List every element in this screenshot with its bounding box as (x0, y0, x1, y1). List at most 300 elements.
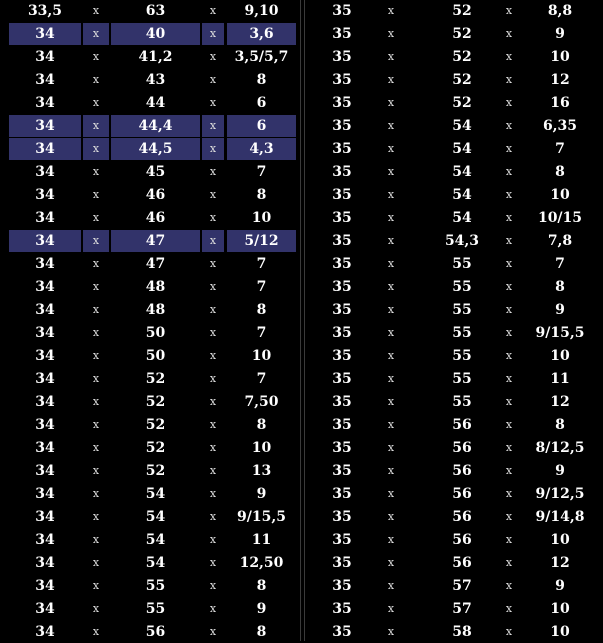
table-row (0, 230, 300, 252)
table-row (304, 207, 603, 229)
table-row (304, 368, 603, 390)
size-width: 10 (550, 49, 570, 65)
size-outer-diameter: 52 (452, 3, 472, 19)
size-width: 10/15 (537, 210, 583, 226)
size-inner-diameter: 35 (332, 440, 352, 456)
separator-x: x (92, 487, 100, 500)
size-inner-diameter: 34 (35, 164, 55, 180)
separator-x: x (387, 487, 395, 500)
table-row (0, 322, 300, 344)
size-inner-diameter: 34 (35, 371, 55, 387)
table-row (304, 46, 603, 68)
separator-x: x (209, 395, 217, 408)
separator-x: x (387, 349, 395, 362)
size-inner-diameter: 35 (332, 624, 352, 640)
size-width: 7 (256, 371, 267, 387)
separator-x: x (202, 23, 224, 45)
separator-x: x (505, 625, 513, 638)
separator-x: x (387, 4, 395, 17)
size-width: 3,6 (227, 23, 296, 45)
table-row (304, 299, 603, 321)
separator-x: x (387, 441, 395, 454)
size-width: 10 (550, 187, 570, 203)
separator-x: x (505, 234, 513, 247)
size-width: 13 (251, 463, 272, 479)
separator-x: x (505, 303, 513, 316)
size-inner-diameter: 34 (35, 95, 55, 111)
table-row (0, 299, 300, 321)
size-width: 5/12 (227, 230, 296, 252)
size-inner-diameter: 34 (9, 230, 81, 252)
table-row (304, 138, 603, 160)
separator-x: x (387, 464, 395, 477)
table-row (304, 0, 603, 22)
size-width: 7 (256, 256, 267, 272)
separator-x: x (92, 50, 100, 63)
size-width: 8,8 (547, 3, 573, 19)
table-row (0, 115, 300, 137)
separator-x: x (92, 188, 100, 201)
separator-x: x (83, 23, 109, 45)
size-width: 8 (256, 302, 267, 318)
table-row (0, 437, 300, 459)
separator-x: x (387, 602, 395, 615)
size-width: 7 (256, 164, 267, 180)
size-width: 6,35 (542, 118, 578, 134)
size-outer-diameter: 55 (145, 578, 166, 594)
size-outer-diameter: 44,5 (111, 138, 200, 160)
size-width: 10 (251, 348, 272, 364)
separator-x: x (505, 142, 513, 155)
table-row (0, 368, 300, 390)
size-outer-diameter: 43 (145, 72, 166, 88)
separator-x: x (387, 556, 395, 569)
separator-x: x (505, 165, 513, 178)
table-row (0, 391, 300, 413)
size-width: 8 (256, 417, 267, 433)
size-inner-diameter: 35 (332, 118, 352, 134)
separator-x: x (83, 230, 109, 252)
separator-x: x (202, 230, 224, 252)
size-inner-diameter: 34 (35, 72, 55, 88)
size-width: 7 (256, 325, 267, 341)
size-width: 10 (550, 624, 570, 640)
separator-x: x (92, 418, 100, 431)
separator-x: x (387, 533, 395, 546)
table-row (0, 483, 300, 505)
size-inner-diameter: 34 (35, 578, 55, 594)
separator-x: x (92, 280, 100, 293)
separator-x: x (209, 50, 217, 63)
table-row (304, 437, 603, 459)
table-row (304, 460, 603, 482)
size-inner-diameter: 33,5 (27, 3, 63, 19)
table-row (304, 483, 603, 505)
size-outer-diameter: 55 (452, 371, 472, 387)
size-inner-diameter: 35 (332, 325, 352, 341)
table-row (304, 253, 603, 275)
separator-x: x (209, 579, 217, 592)
separator-x: x (387, 96, 395, 109)
table-row (0, 598, 300, 620)
table-row (0, 575, 300, 597)
size-inner-diameter: 35 (332, 371, 352, 387)
size-outer-diameter: 46 (145, 210, 166, 226)
size-width: 16 (550, 95, 570, 111)
size-outer-diameter: 56 (452, 486, 472, 502)
size-outer-diameter: 56 (452, 532, 472, 548)
table-row (0, 253, 300, 275)
separator-x: x (83, 115, 109, 137)
size-width: 12,50 (239, 555, 284, 571)
size-width: 8/12,5 (535, 440, 585, 456)
size-width: 4,3 (227, 138, 296, 160)
separator-x: x (505, 372, 513, 385)
separator-x: x (92, 372, 100, 385)
separator-x: x (505, 73, 513, 86)
size-width: 11 (550, 371, 570, 387)
table-row (304, 552, 603, 574)
separator-x: x (505, 533, 513, 546)
separator-x: x (209, 326, 217, 339)
separator-x: x (505, 349, 513, 362)
size-outer-diameter: 52 (145, 417, 166, 433)
table-row (304, 345, 603, 367)
separator-x: x (209, 349, 217, 362)
table-row (0, 138, 300, 160)
size-outer-diameter: 52 (452, 72, 472, 88)
size-width: 8 (555, 279, 565, 295)
table-row (0, 460, 300, 482)
separator-x: x (387, 510, 395, 523)
separator-x: x (387, 280, 395, 293)
size-inner-diameter: 34 (35, 348, 55, 364)
size-outer-diameter: 52 (145, 371, 166, 387)
size-outer-diameter: 52 (452, 26, 472, 42)
size-inner-diameter: 35 (332, 233, 352, 249)
size-outer-diameter: 54,3 (444, 233, 480, 249)
separator-x: x (387, 165, 395, 178)
table-row (0, 0, 300, 22)
separator-x: x (387, 188, 395, 201)
separator-x: x (209, 487, 217, 500)
separator-x: x (209, 441, 217, 454)
table-row (304, 23, 603, 45)
size-inner-diameter: 35 (332, 394, 352, 410)
separator-x: x (209, 257, 217, 270)
size-outer-diameter: 54 (452, 141, 472, 157)
size-outer-diameter: 56 (452, 509, 472, 525)
separator-x: x (92, 257, 100, 270)
separator-x: x (387, 625, 395, 638)
size-width: 7,50 (244, 394, 279, 410)
table-row (0, 276, 300, 298)
separator-x: x (505, 579, 513, 592)
size-width: 8 (256, 187, 267, 203)
size-outer-diameter: 55 (452, 394, 472, 410)
separator-x: x (505, 27, 513, 40)
table-row (304, 598, 603, 620)
separator-x: x (92, 4, 100, 17)
size-outer-diameter: 45 (145, 164, 166, 180)
size-outer-diameter: 44 (145, 95, 166, 111)
size-inner-diameter: 34 (35, 49, 55, 65)
separator-x: x (505, 257, 513, 270)
size-inner-diameter: 34 (35, 440, 55, 456)
size-outer-diameter: 56 (452, 555, 472, 571)
size-inner-diameter: 34 (35, 210, 55, 226)
table-row (304, 276, 603, 298)
table-row (304, 391, 603, 413)
size-inner-diameter: 34 (35, 463, 55, 479)
size-outer-diameter: 44,4 (111, 115, 200, 137)
size-inner-diameter: 35 (332, 463, 352, 479)
size-inner-diameter: 35 (332, 49, 352, 65)
separator-x: x (92, 602, 100, 615)
size-inner-diameter: 35 (332, 210, 352, 226)
separator-x: x (387, 395, 395, 408)
size-inner-diameter: 35 (332, 187, 352, 203)
size-width: 12 (550, 555, 570, 571)
size-width: 10 (251, 440, 272, 456)
size-inner-diameter: 35 (332, 532, 352, 548)
size-inner-diameter: 35 (332, 302, 352, 318)
size-inner-diameter: 35 (332, 95, 352, 111)
size-outer-diameter: 47 (111, 230, 200, 252)
table-row (0, 207, 300, 229)
separator-x: x (505, 418, 513, 431)
separator-x: x (92, 303, 100, 316)
size-inner-diameter: 35 (332, 164, 352, 180)
table-row (304, 621, 603, 643)
size-outer-diameter: 57 (452, 578, 472, 594)
table-row (0, 529, 300, 551)
size-inner-diameter: 35 (332, 3, 352, 19)
separator-x: x (387, 73, 395, 86)
separator-x: x (505, 4, 513, 17)
size-inner-diameter: 34 (35, 509, 55, 525)
separator-x: x (387, 27, 395, 40)
size-inner-diameter: 34 (9, 115, 81, 137)
size-outer-diameter: 55 (145, 601, 166, 617)
size-outer-diameter: 54 (145, 486, 166, 502)
size-inner-diameter: 35 (332, 348, 352, 364)
separator-x: x (387, 119, 395, 132)
separator-x: x (387, 372, 395, 385)
size-outer-diameter: 55 (452, 256, 472, 272)
table-row (0, 552, 300, 574)
separator-x: x (505, 441, 513, 454)
separator-x: x (505, 96, 513, 109)
separator-x: x (505, 326, 513, 339)
size-inner-diameter: 34 (35, 256, 55, 272)
size-outer-diameter: 57 (452, 601, 472, 617)
size-outer-diameter: 40 (111, 23, 200, 45)
size-width: 12 (550, 394, 570, 410)
size-outer-diameter: 48 (145, 302, 166, 318)
separator-x: x (209, 556, 217, 569)
size-width: 7,8 (547, 233, 573, 249)
separator-x: x (92, 556, 100, 569)
separator-x: x (505, 395, 513, 408)
table-row (304, 115, 603, 137)
size-inner-diameter: 34 (35, 532, 55, 548)
separator-x: x (387, 579, 395, 592)
separator-x: x (505, 510, 513, 523)
separator-x: x (209, 510, 217, 523)
separator-x: x (209, 280, 217, 293)
size-outer-diameter: 56 (145, 624, 166, 640)
separator-x: x (209, 533, 217, 546)
separator-x: x (92, 464, 100, 477)
separator-x: x (505, 211, 513, 224)
separator-x: x (92, 96, 100, 109)
size-outer-diameter: 54 (145, 532, 166, 548)
separator-x: x (92, 625, 100, 638)
separator-x: x (209, 188, 217, 201)
size-width: 8 (256, 72, 267, 88)
separator-x: x (387, 303, 395, 316)
size-outer-diameter: 63 (145, 3, 166, 19)
size-inner-diameter: 35 (332, 72, 352, 88)
size-inner-diameter: 34 (35, 601, 55, 617)
size-inner-diameter: 35 (332, 486, 352, 502)
table-row (0, 92, 300, 114)
size-inner-diameter: 35 (332, 509, 352, 525)
size-inner-diameter: 34 (35, 486, 55, 502)
size-outer-diameter: 56 (452, 463, 472, 479)
size-outer-diameter: 47 (145, 256, 166, 272)
separator-x: x (202, 115, 224, 137)
size-width: 9 (256, 486, 267, 502)
table-row (304, 230, 603, 252)
size-outer-diameter: 52 (452, 49, 472, 65)
size-width: 6 (256, 95, 267, 111)
size-outer-diameter: 54 (452, 118, 472, 134)
size-inner-diameter: 35 (332, 256, 352, 272)
right-size-table (304, 0, 603, 641)
size-inner-diameter: 35 (332, 578, 352, 594)
size-outer-diameter: 48 (145, 279, 166, 295)
separator-x: x (505, 556, 513, 569)
size-width: 12 (550, 72, 570, 88)
table-row (0, 506, 300, 528)
size-inner-diameter: 34 (35, 555, 55, 571)
table-row (304, 322, 603, 344)
size-outer-diameter: 54 (145, 555, 166, 571)
table-row (0, 345, 300, 367)
table-divider-left (300, 0, 301, 641)
size-inner-diameter: 35 (332, 279, 352, 295)
separator-x: x (387, 257, 395, 270)
size-width: 7 (555, 141, 565, 157)
size-width: 8 (256, 578, 267, 594)
size-width: 9/12,5 (535, 486, 585, 502)
size-inner-diameter: 35 (332, 555, 352, 571)
size-inner-diameter: 34 (9, 138, 81, 160)
size-outer-diameter: 58 (452, 624, 472, 640)
size-outer-diameter: 52 (145, 394, 166, 410)
size-outer-diameter: 52 (145, 440, 166, 456)
table-row (0, 23, 300, 45)
size-width: 10 (550, 601, 570, 617)
size-inner-diameter: 34 (35, 279, 55, 295)
size-inner-diameter: 34 (35, 302, 55, 318)
separator-x: x (505, 50, 513, 63)
table-row (304, 69, 603, 91)
separator-x: x (505, 119, 513, 132)
size-width: 10 (550, 532, 570, 548)
size-width: 8 (256, 624, 267, 640)
size-outer-diameter: 50 (145, 325, 166, 341)
size-outer-diameter: 54 (452, 164, 472, 180)
size-outer-diameter: 41,2 (138, 49, 173, 65)
table-row (0, 184, 300, 206)
table-row (0, 414, 300, 436)
size-width: 6 (227, 115, 296, 137)
size-outer-diameter: 55 (452, 279, 472, 295)
separator-x: x (92, 441, 100, 454)
separator-x: x (209, 602, 217, 615)
separator-x: x (209, 372, 217, 385)
size-width: 9/15,5 (535, 325, 585, 341)
separator-x: x (505, 602, 513, 615)
size-width: 9 (555, 26, 565, 42)
separator-x: x (209, 96, 217, 109)
size-width: 9/15,5 (237, 509, 286, 525)
separator-x: x (505, 487, 513, 500)
size-outer-diameter: 55 (452, 348, 472, 364)
separator-x: x (387, 142, 395, 155)
separator-x: x (505, 280, 513, 293)
separator-x: x (209, 625, 217, 638)
separator-x: x (92, 579, 100, 592)
table-row (0, 69, 300, 91)
size-width: 8 (555, 164, 565, 180)
size-width: 8 (555, 417, 565, 433)
left-size-table (0, 0, 300, 641)
size-outer-diameter: 56 (452, 440, 472, 456)
size-width: 3,5/5,7 (234, 49, 289, 65)
size-width: 10 (251, 210, 272, 226)
separator-x: x (387, 211, 395, 224)
table-row (304, 529, 603, 551)
size-width: 7 (555, 256, 565, 272)
size-outer-diameter: 55 (452, 325, 472, 341)
separator-x: x (505, 464, 513, 477)
separator-x: x (202, 138, 224, 160)
size-width: 9 (256, 601, 267, 617)
separator-x: x (505, 188, 513, 201)
size-inner-diameter: 34 (9, 23, 81, 45)
size-width: 9 (555, 302, 565, 318)
size-outer-diameter: 54 (452, 210, 472, 226)
size-outer-diameter: 50 (145, 348, 166, 364)
table-row (304, 506, 603, 528)
separator-x: x (209, 303, 217, 316)
size-width: 10 (550, 348, 570, 364)
size-inner-diameter: 34 (35, 325, 55, 341)
table-row (304, 92, 603, 114)
separator-x: x (387, 234, 395, 247)
table-row (0, 46, 300, 68)
size-inner-diameter: 35 (332, 601, 352, 617)
table-row (304, 575, 603, 597)
table-row (0, 621, 300, 643)
table-row (304, 414, 603, 436)
separator-x: x (92, 73, 100, 86)
separator-x: x (209, 418, 217, 431)
